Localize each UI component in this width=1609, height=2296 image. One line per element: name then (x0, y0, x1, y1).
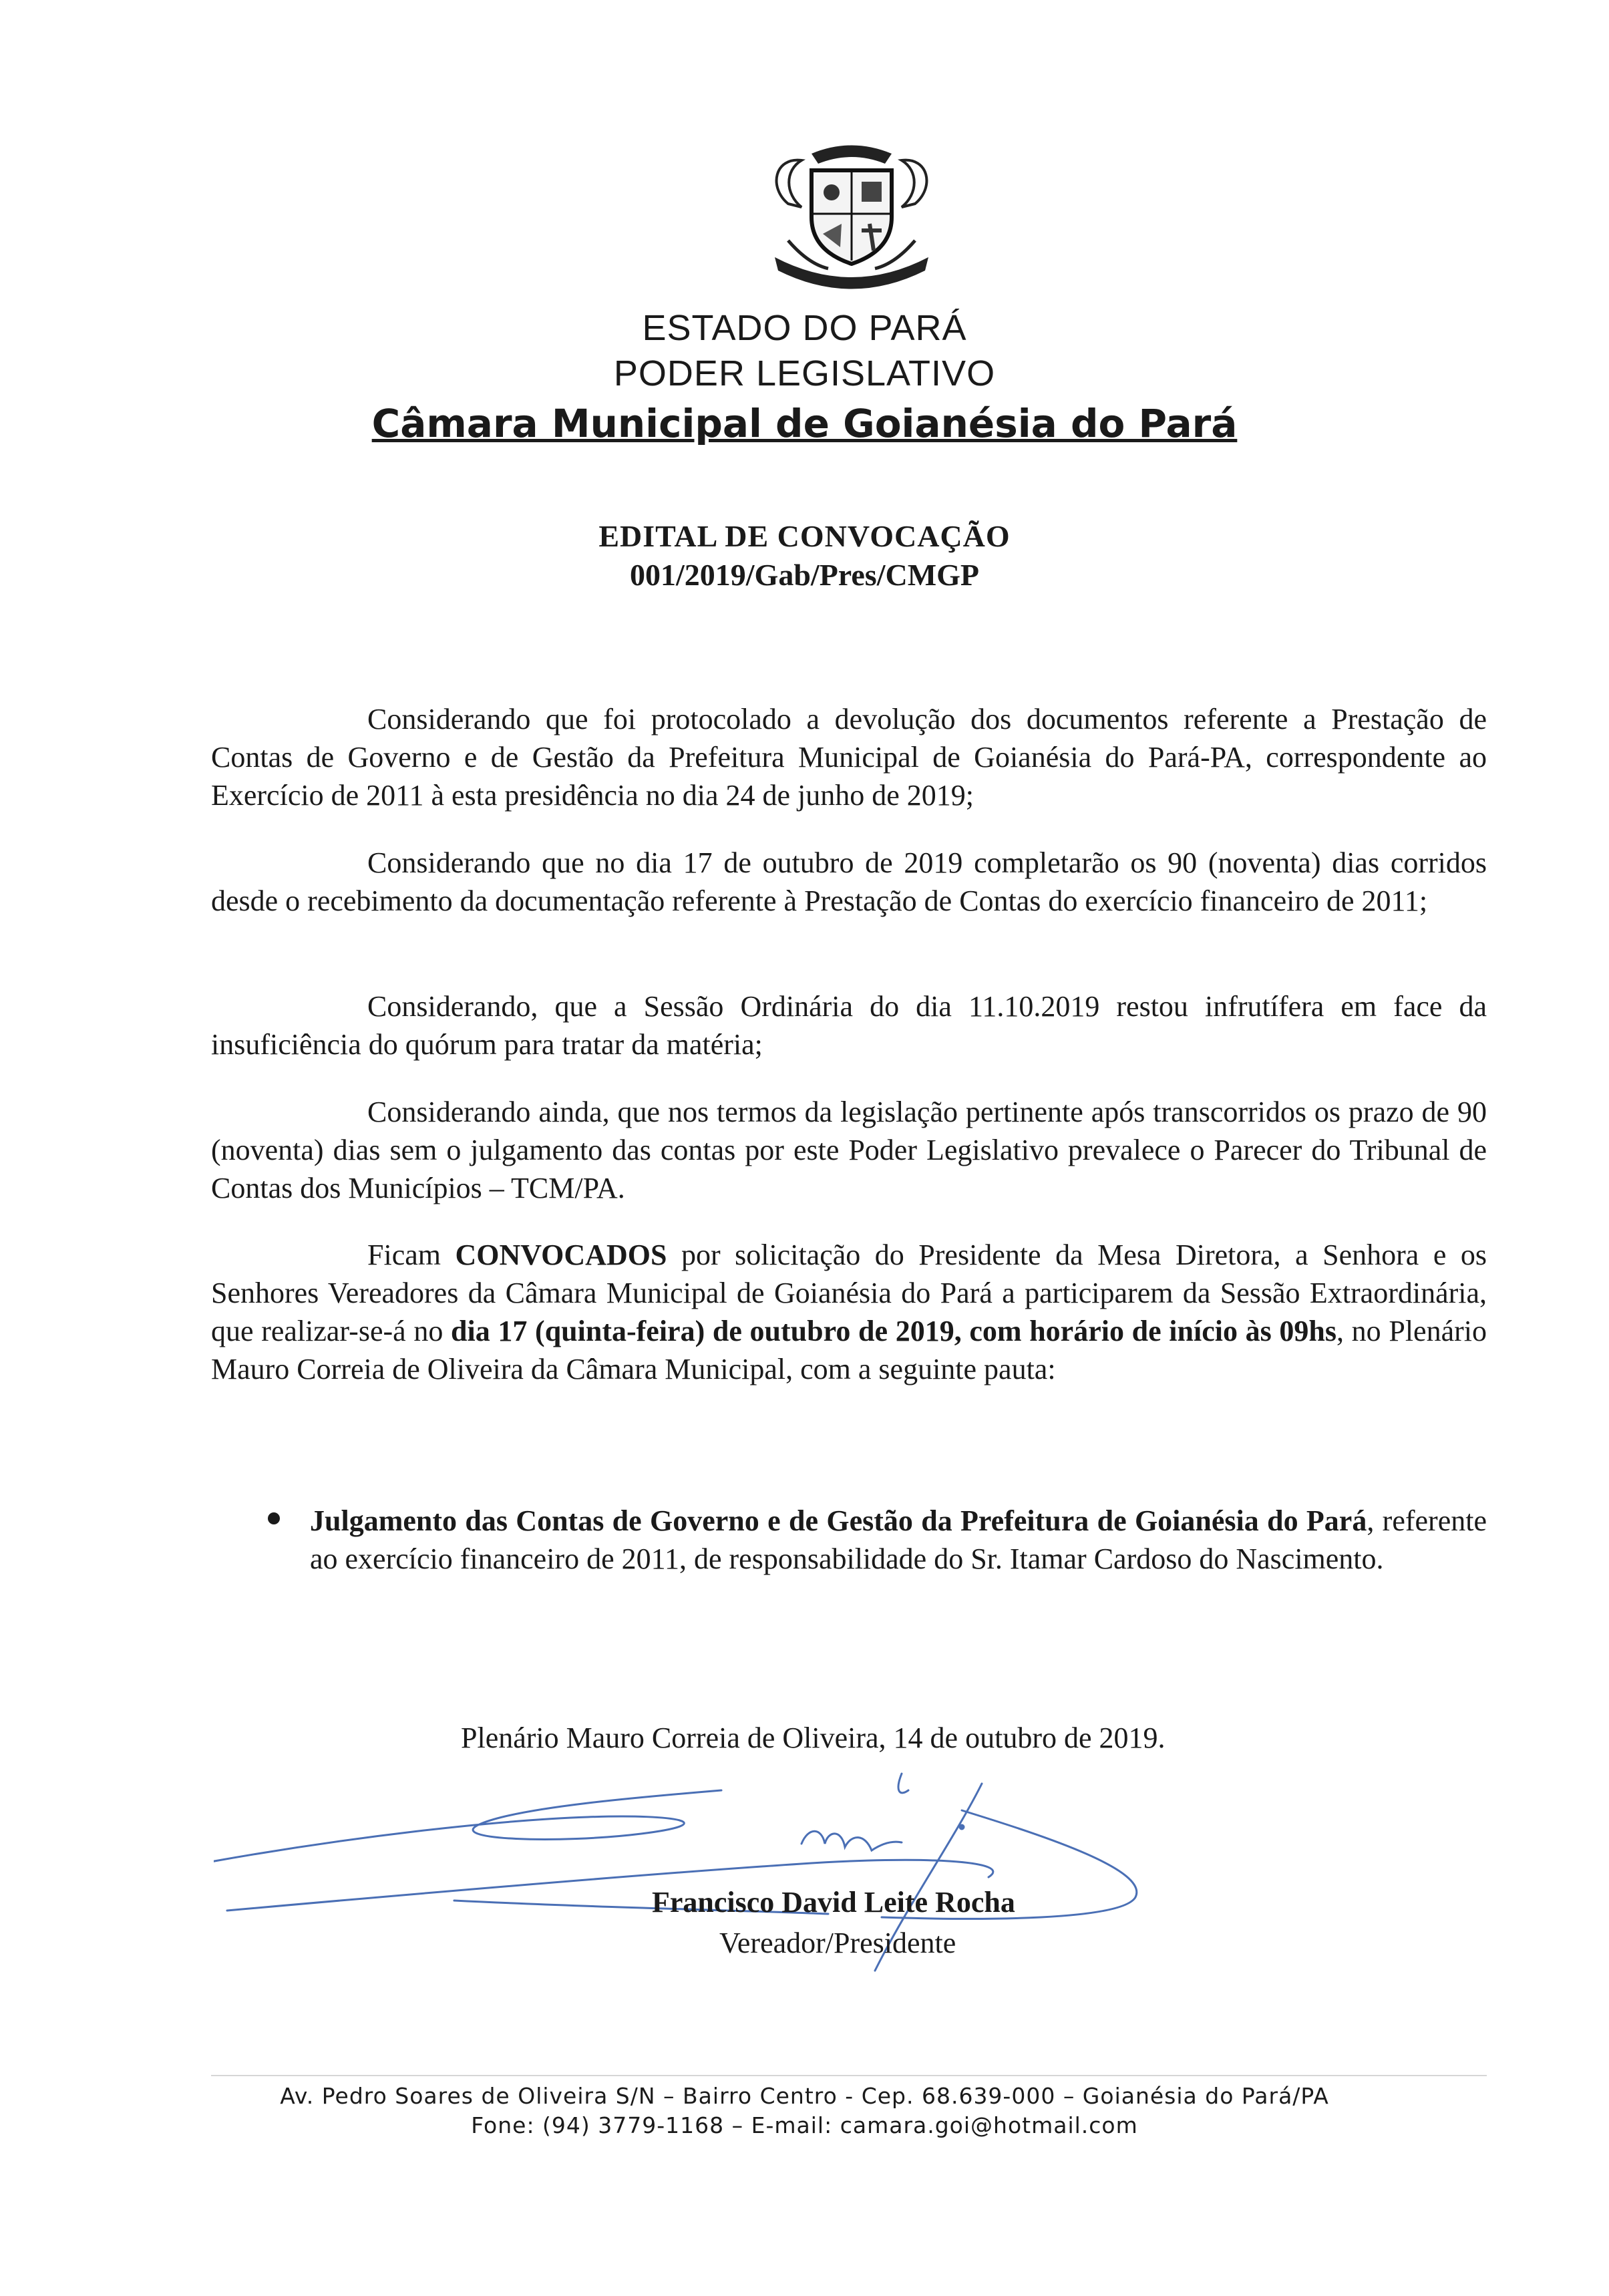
state-heading: ESTADO DO PARÁ (642, 308, 967, 348)
handwritten-signature (214, 1750, 1162, 1977)
agenda-item-title: Julgamento das Contas de Governo e de Gestão da Prefeitura de Goianésia do Pará (310, 1504, 1367, 1537)
whereas-paragraph-2: Considerando que no dia 17 de outubro de 2019 completarão os 90 (noventa) dias corridos desde o recebimento da documentação referente à Prestação de Contas do exercício financeiro de 2011; (211, 846, 1487, 917)
agenda-item (310, 1502, 1487, 1578)
municipal-coat-of-arms (761, 140, 942, 291)
notice-title: EDITAL DE CONVOCAÇÃO (598, 519, 1011, 553)
footer-address: Av. Pedro Soares de Oliveira S/N – Bairro Centro - Cep. 68.639-000 – Goianésia do Pará/PA (280, 2083, 1329, 2109)
convocation-bold-1: CONVOCADOS (455, 1239, 667, 1271)
footer-contact: Fone: (94) 3779-1168 – E-mail: camara.goi@hotmail.com (471, 2112, 1138, 2138)
legislative-power-heading: PODER LEGISLATIVO (613, 353, 996, 393)
whereas-paragraph-1: Considerando que foi protocolado a devolução dos documentos referente a Prestação de Contas de Governo e de Gestão da Prefeitura Municipal de Goianésia do Pará-PA, correspondente ao Exercício de 2011 à esta presidência no dia 24 de junho de 2019; (211, 703, 1487, 812)
place-and-date: Plenário Mauro Correia de Oliveira, 14 de outubro de 2019. (461, 1721, 1166, 1754)
convocation-text-2: por solicitação do Presidente da Mesa Diretora, a Senhora e os Senhores Vereadores da Câmara Municipal de Goianésia do Pará a participarem da Sessão Extraordinária, que realizar-se-á no (211, 1239, 1487, 1347)
signer-name: Francisco David Leite Rocha (652, 1886, 1015, 1919)
bullet-icon (262, 1506, 286, 1530)
convocation-text-3: , no Plenário Mauro Correia de Oliveira da Câmara Municipal, com a seguinte pauta: (211, 1315, 1487, 1385)
agenda-item-detail: , referente ao exercício financeiro de 2011, de responsabilidade do Sr. Itamar Cardoso do Nascimento. (310, 1504, 1487, 1575)
convocation-text-1: Ficam (367, 1239, 456, 1271)
footer-divider (211, 2075, 1487, 2076)
signer-role: Vereador/Presidente (719, 1927, 956, 1959)
notice-number: 001/2019/Gab/Pres/CMGP (629, 558, 979, 592)
chamber-heading: Câmara Municipal de Goianésia do Pará (371, 401, 1238, 446)
whereas-paragraph-3: Considerando, que a Sessão Ordinária do dia 11.10.2019 restou infrutífera em face da insuficiência do quórum para tratar da matéria; (211, 990, 1487, 1061)
whereas-paragraph-4: Considerando ainda, que nos termos da legislação pertinente após transcorridos os prazo de 90 (noventa) dias sem o julgamento das contas por este Poder Legislativo prevalece o Parecer do Tribunal de Contas dos Municípios – TCM/PA. (211, 1096, 1487, 1204)
convocation-paragraph (211, 1236, 1487, 1388)
convocation-bold-2: dia 17 (quinta-feira) de outubro de 2019, com horário de início às 09hs (451, 1315, 1337, 1347)
